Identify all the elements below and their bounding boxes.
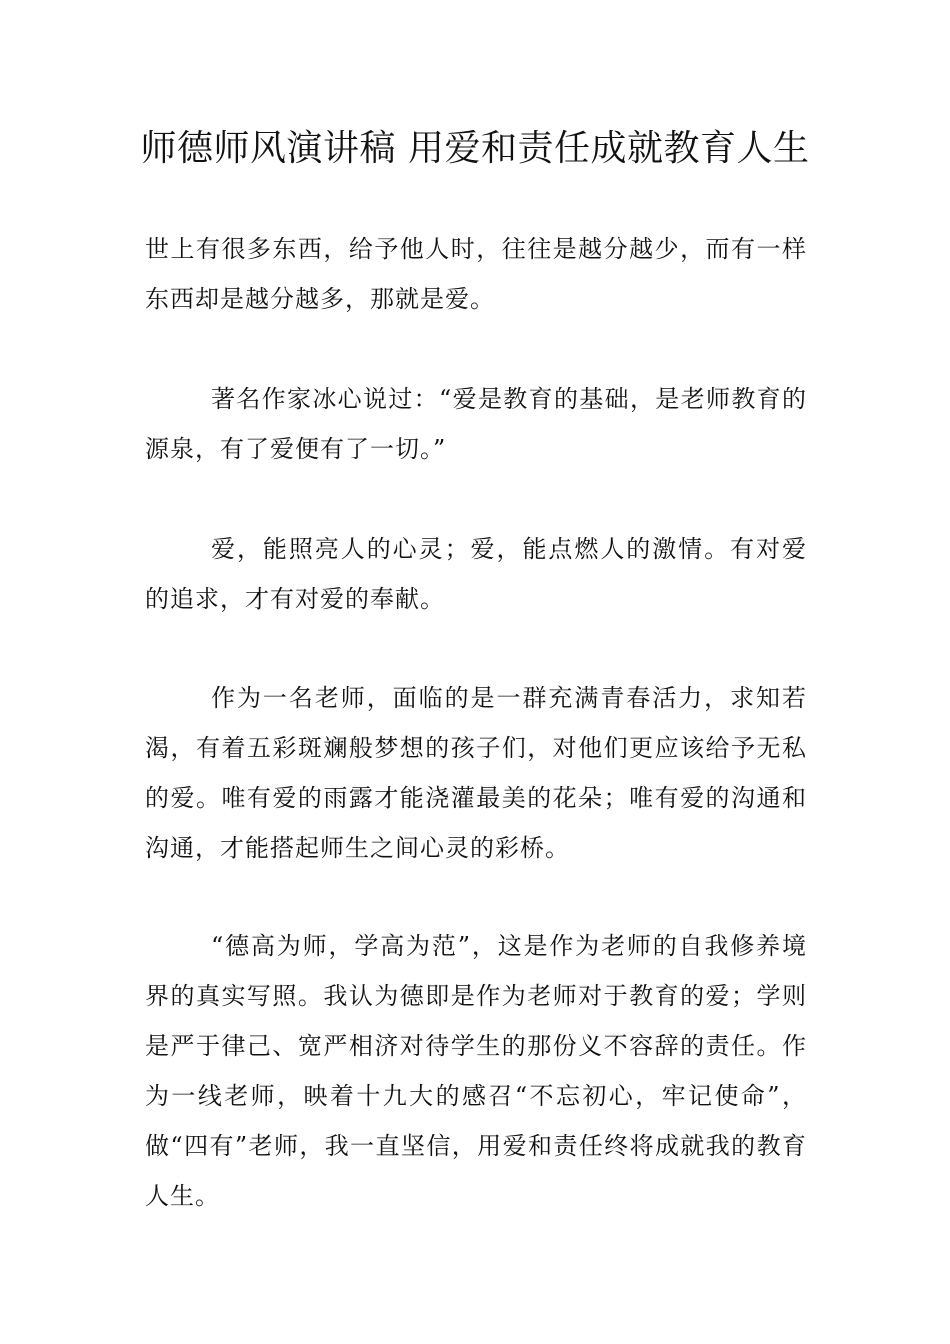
paragraph-love-light: 爱，能照亮人的心灵；爱，能点燃人的激情。有对爱的追求，才有对爱的奉献。: [145, 535, 807, 613]
document-title: 师德师风演讲稿 用爱和责任成就教育人生: [140, 128, 810, 169]
paragraph-intro: 世上有很多东西，给予他人时，往往是越分越少，而有一样东西却是越分越多，那就是爱。: [145, 235, 807, 313]
paragraph-virtue-learning: “德高为师，学高为范”，这是作为老师的自我修养境界的真实写照。我认为德即是作为老师对于教育的爱；学则是严于律己、宽严相济对待学生的那份义不容辞的责任。作为一线老师，映着十九大的感召“不忘初心，牢记使命”，做“四有”老师，我一直坚信，用爱和责任终将成就我的教育人生。: [145, 932, 807, 1210]
paragraph-teacher-role: 作为一名老师，面临的是一群充满青春活力，求知若渴，有着五彩斑斓般梦想的孩子们，对他们更应该给予无私的爱。唯有爱的雨露才能浇灌最美的花朵；唯有爱的沟通和沟通，才能搭起师生之间心灵的彩桥。: [145, 684, 807, 862]
paragraph-bingxin-quote: 著名作家冰心说过：“爱是教育的基础，是老师教育的源泉，有了爱便有了一切。”: [145, 385, 807, 463]
